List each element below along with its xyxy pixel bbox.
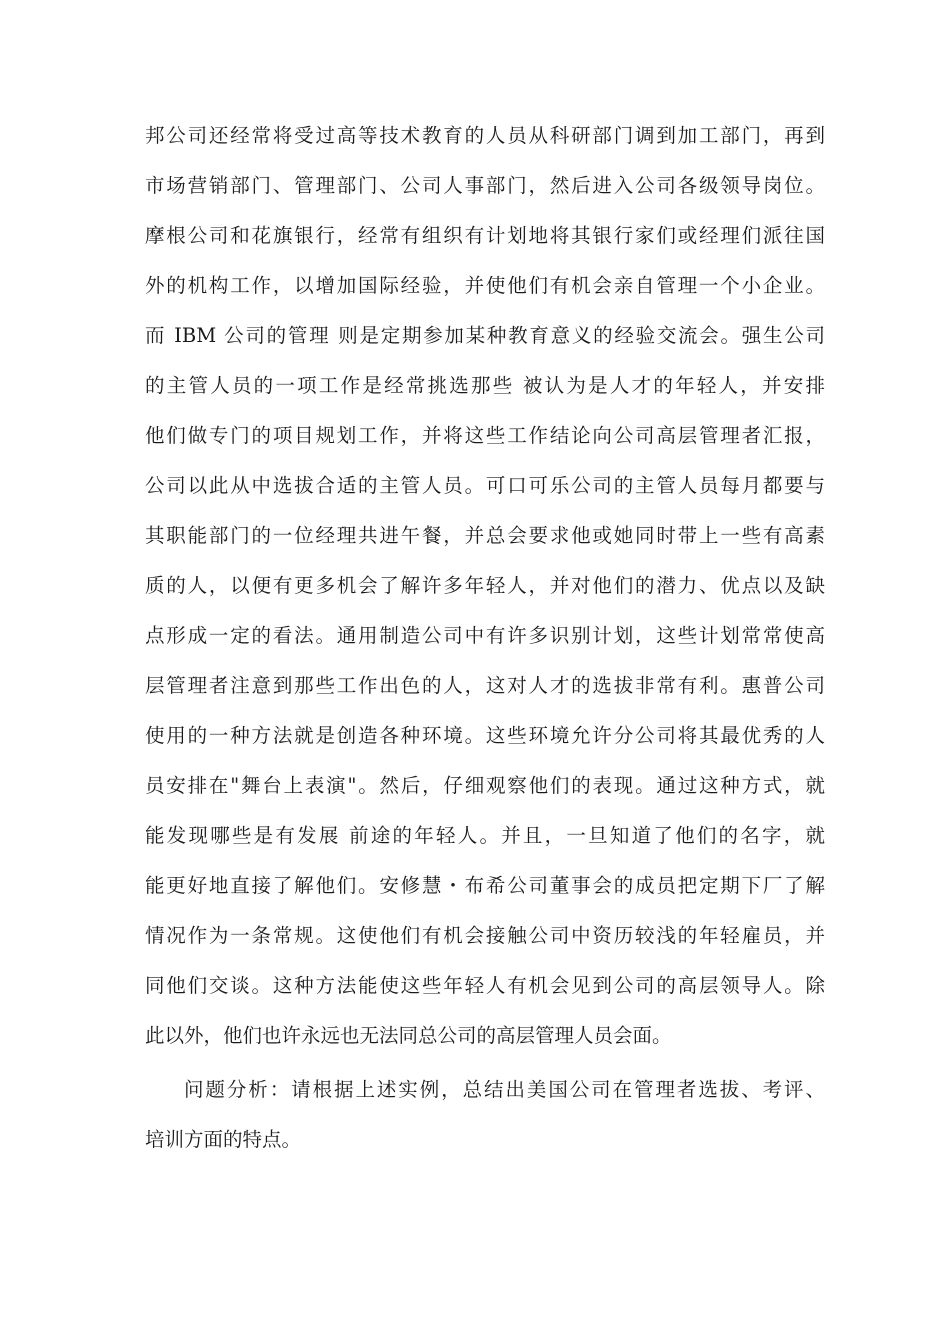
text-line: 外的机构工作，以增加国际经验，并使他们有机会亲自管理一个小企业。	[145, 274, 825, 297]
question-line: 问题分析：请根据上述实例，总结出美国公司在管理者选拔、考评、	[184, 1078, 825, 1101]
text-line: 员安排在"舞台上表演"。然后，仔细观察他们的表现。通过这种方式，就	[145, 774, 825, 797]
text-line: 能更好地直接了解他们。安修慧・布希公司董事会的成员把定期下厂了解	[145, 874, 825, 897]
text-line: 的主管人员的一项工作是经常挑选那些 被认为是人才的年轻人，并安排	[145, 374, 825, 397]
text-line: 他们做专门的项目规划工作，并将这些工作结论向公司高层管理者汇报，	[145, 424, 825, 447]
text-line: 市场营销部门、管理部门、公司人事部门，然后进入公司各级领导岗位。	[145, 174, 825, 197]
text-line: 邦公司还经常将受过高等技术教育的人员从科研部门调到加工部门，再到	[145, 124, 825, 147]
text-line: 摩根公司和花旗银行，经常有组织有计划地将其银行家们或经理们派往国	[145, 224, 825, 247]
text-line: 其职能部门的一位经理共进午餐，并总会要求他或她同时带上一些有高素	[145, 524, 825, 547]
question-line: 培训方面的特点。	[145, 1128, 302, 1151]
text-line: 公司以此从中选拔合适的主管人员。可口可乐公司的主管人员每月都要与	[145, 474, 825, 497]
text-line: 点形成一定的看法。通用制造公司中有许多识别计划，这些计划常常使高	[145, 624, 825, 647]
text-line: 质的人，以便有更多机会了解许多年轻人，并对他们的潜力、优点以及缺	[145, 574, 825, 597]
text-line: 而 IBM 公司的管理 则是定期参加某种教育意义的经验交流会。强生公司	[145, 324, 825, 347]
text-line: 情况作为一条常规。这使他们有机会接触公司中资历较浅的年轻雇员，并	[145, 924, 825, 947]
text-line: 使用的一种方法就是创造各种环境。这些环境允许分公司将其最优秀的人	[145, 724, 825, 747]
text-line: 能发现哪些是有发展 前途的年轻人。并且，一旦知道了他们的名字，就	[145, 824, 825, 847]
text-line: 此以外，他们也许永远也无法同总公司的高层管理人员会面。	[145, 1024, 672, 1047]
text-line: 同他们交谈。这种方法能使这些年轻人有机会见到公司的高层领导人。除	[145, 974, 825, 997]
text-line: 层管理者注意到那些工作出色的人，这对人才的选拔非常有利。惠普公司	[145, 674, 825, 697]
